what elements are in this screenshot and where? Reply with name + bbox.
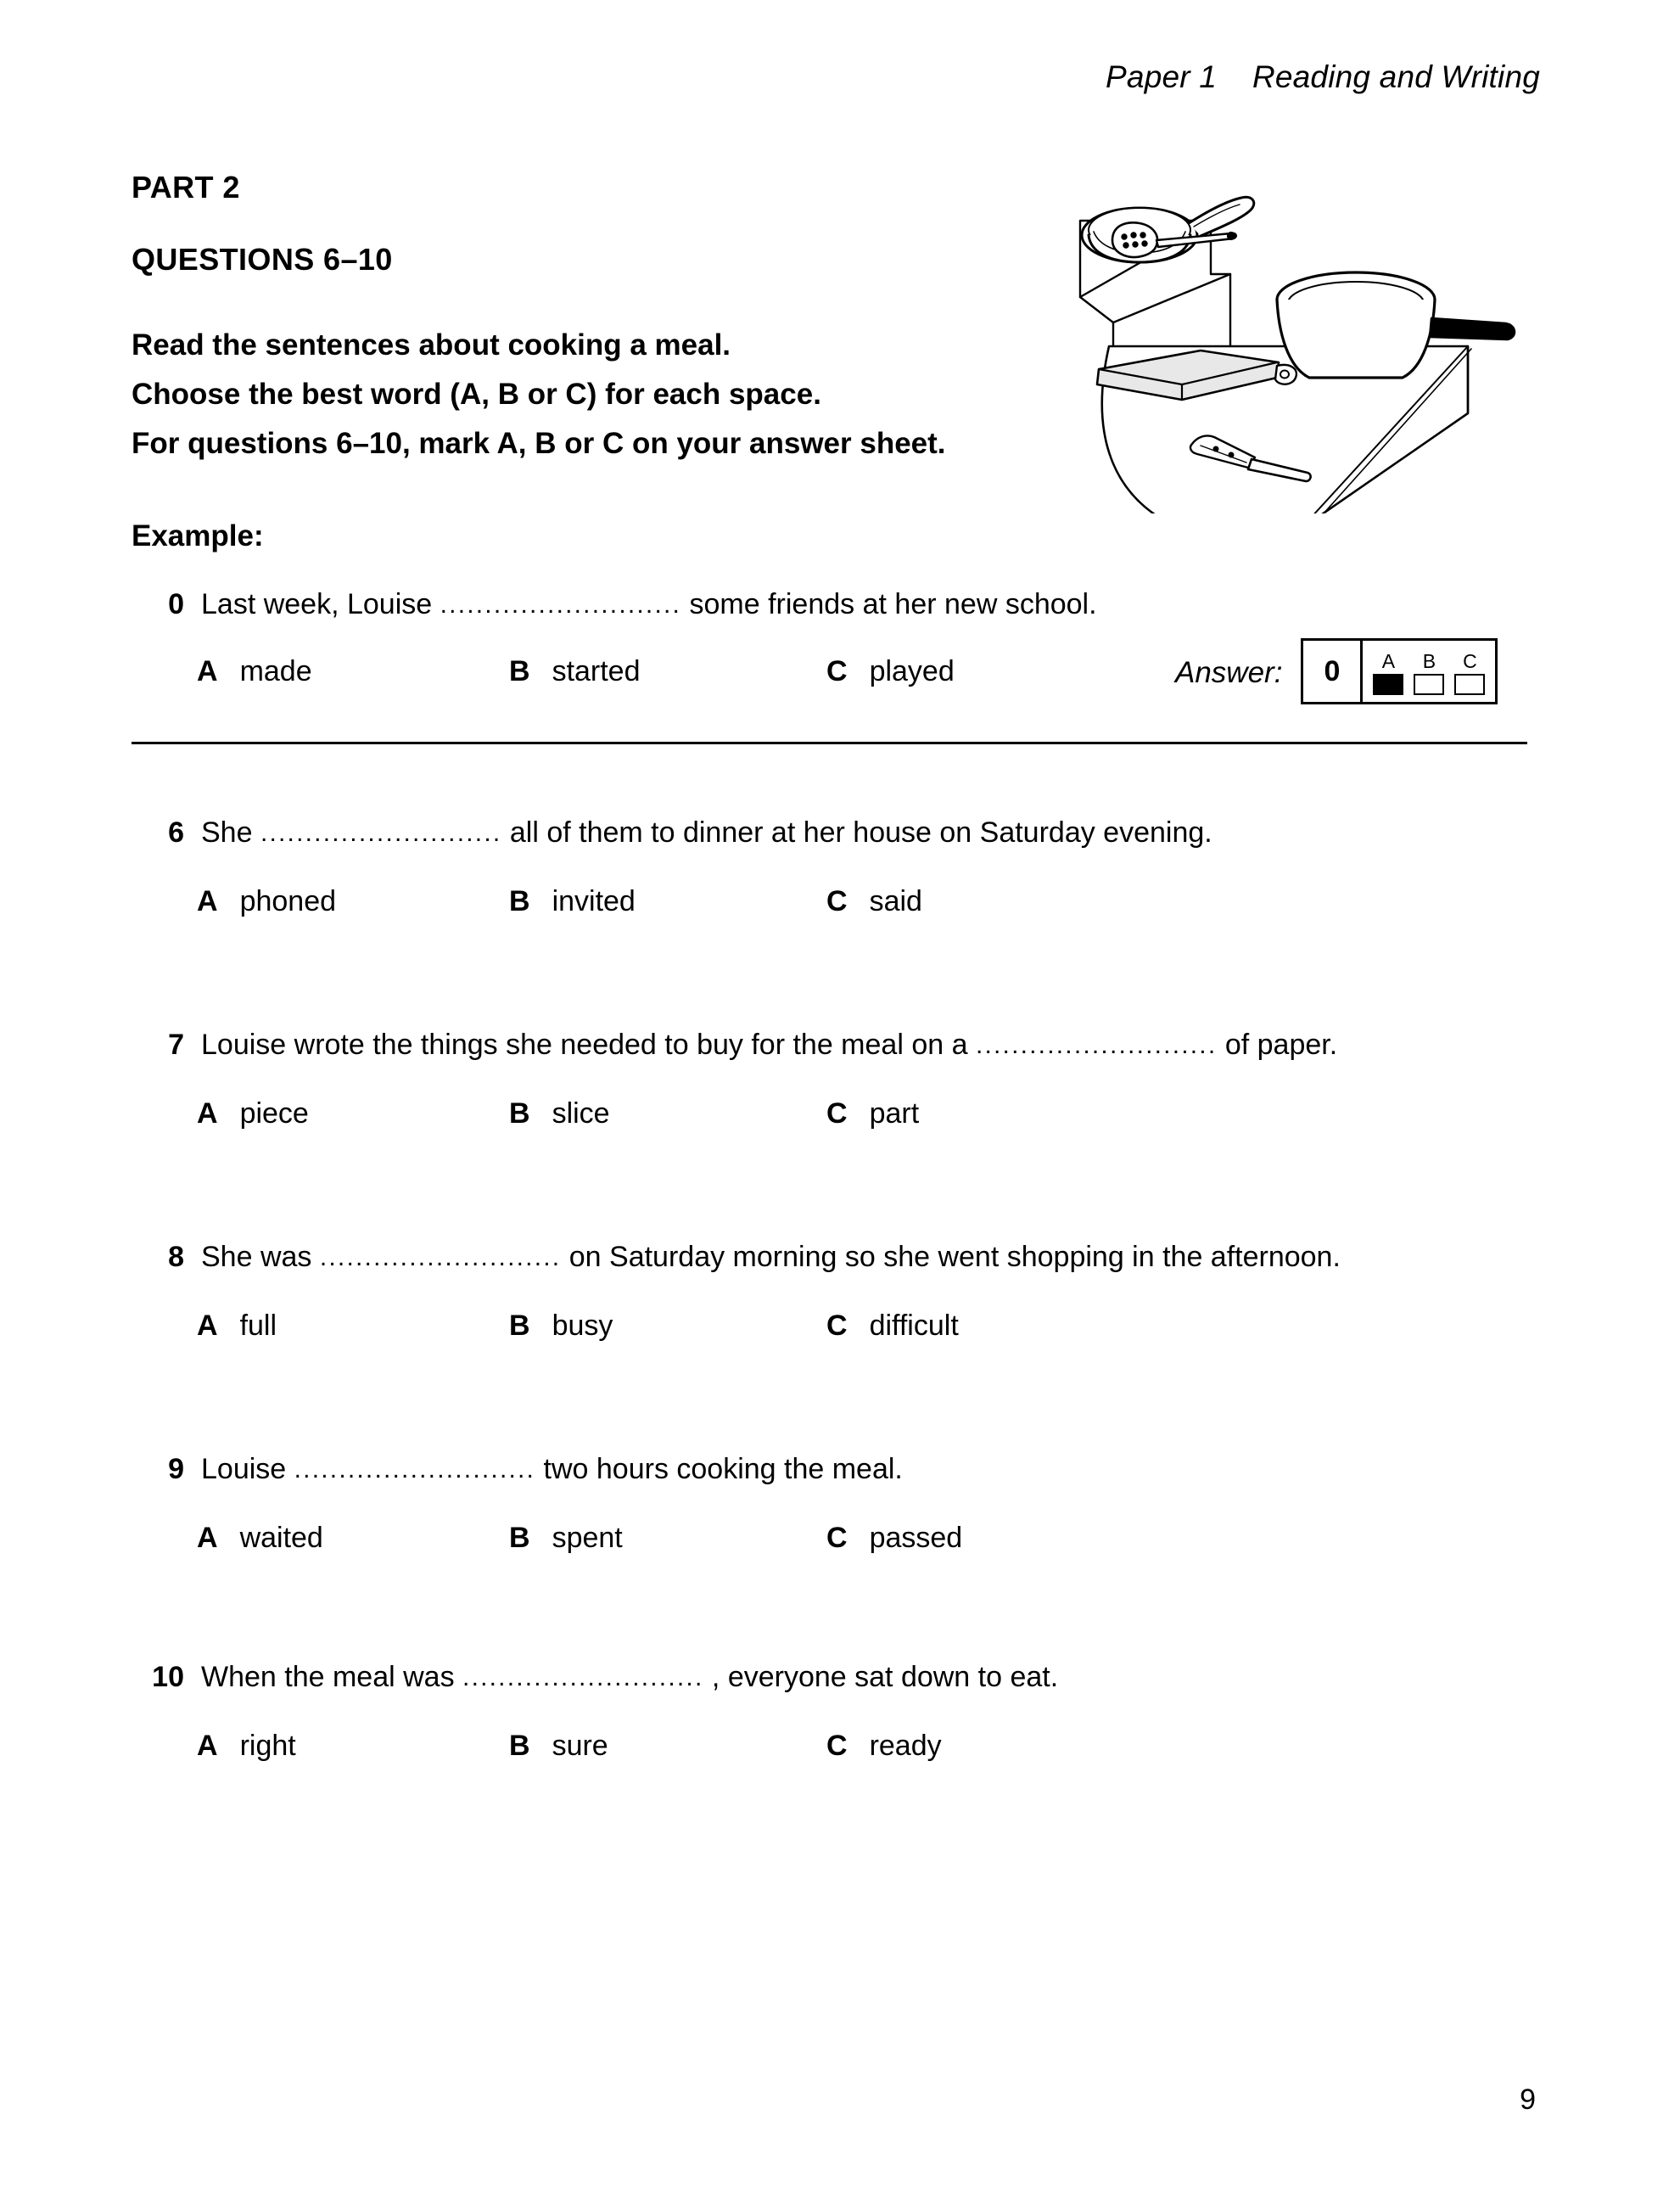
- question-10-text-after: , everyone sat down to eat.: [703, 1661, 1059, 1693]
- question-6-option-a-letter: A: [197, 885, 218, 917]
- question-10-option-b-word: sure: [552, 1730, 608, 1762]
- question-8-option-c-letter: C: [826, 1310, 848, 1342]
- question-9-option-a[interactable]: [197, 1522, 323, 1555]
- answer-bubble-a-box[interactable]: [1373, 674, 1403, 695]
- page-number: 9: [1520, 2084, 1536, 2116]
- question-8-option-b[interactable]: [509, 1310, 613, 1343]
- answer-bubble-a-letter: A: [1381, 650, 1396, 672]
- question-8-text: [201, 1241, 1341, 1274]
- example-question-line: [132, 588, 1097, 621]
- question-7-option-a-word: piece: [239, 1097, 309, 1130]
- example-option-c-letter: C: [826, 655, 848, 687]
- question-8-option-a[interactable]: [197, 1310, 277, 1343]
- example-option-b-letter: B: [509, 655, 530, 687]
- question-10-option-c[interactable]: [826, 1730, 942, 1763]
- question-8-option-a-word: full: [239, 1310, 277, 1342]
- example-option-b[interactable]: [509, 655, 641, 688]
- question-6-option-b[interactable]: [509, 885, 636, 918]
- answer-bubble-b-letter: B: [1422, 650, 1436, 672]
- question-9-text-after: two hours cooking the meal.: [535, 1453, 903, 1485]
- example-option-b-word: started: [552, 655, 641, 687]
- example-label: Example:: [132, 519, 264, 552]
- question-8-option-b-word: busy: [552, 1310, 613, 1342]
- answer-bubble-a[interactable]: [1373, 651, 1403, 695]
- example-option-c-word: played: [869, 655, 955, 687]
- example-option-c[interactable]: [826, 655, 955, 688]
- question-8-text-after: on Saturday morning so she went shopping in the afternoon.: [561, 1241, 1341, 1273]
- question-10-option-b-letter: B: [509, 1730, 530, 1762]
- question-8-text-before: She was: [201, 1241, 320, 1273]
- running-header: Paper 1 Reading and Writing: [1106, 59, 1540, 94]
- question-6-gap: ...........................: [260, 819, 502, 847]
- example-answer-key: [1175, 638, 1498, 704]
- question-10-option-a-letter: A: [197, 1730, 218, 1762]
- question-6-text-before: She: [201, 816, 260, 849]
- question-7-option-a[interactable]: [197, 1097, 309, 1130]
- answer-bubble-c-box[interactable]: [1454, 674, 1485, 695]
- answer-bubble-c[interactable]: [1454, 651, 1485, 695]
- answer-box: [1301, 638, 1498, 704]
- question-10-option-a-word: right: [239, 1730, 296, 1762]
- example-gap: ...........................: [440, 591, 682, 619]
- question-6-option-a[interactable]: [197, 885, 336, 918]
- instruction-line-1: Read the sentences about cooking a meal.: [132, 328, 731, 362]
- question-7-option-b-letter: B: [509, 1097, 530, 1130]
- question-6-option-a-word: phoned: [239, 885, 337, 917]
- question-6-option-c[interactable]: [826, 885, 922, 918]
- question-8-number: 8: [168, 1241, 184, 1273]
- question-6-text: [201, 816, 1212, 850]
- question-6-option-b-letter: B: [509, 885, 530, 917]
- questions-range-title: QUESTIONS 6–10: [132, 242, 393, 277]
- answer-box-number: 0: [1303, 641, 1363, 702]
- question-9-option-a-word: waited: [239, 1522, 323, 1554]
- example-option-a-letter: A: [197, 655, 218, 687]
- question-7-option-c[interactable]: [826, 1097, 919, 1130]
- question-7-gap: ...........................: [975, 1031, 1218, 1059]
- question-10-text-before: When the meal was: [201, 1661, 463, 1693]
- question-9-number: 9: [168, 1453, 184, 1485]
- question-9-option-b[interactable]: [509, 1522, 623, 1555]
- question-6-option-c-letter: C: [826, 885, 848, 917]
- question-7-option-b-word: slice: [552, 1097, 610, 1130]
- question-9-option-c[interactable]: [826, 1522, 962, 1555]
- answer-label: Answer:: [1175, 656, 1283, 689]
- question-7-text-after: of paper.: [1217, 1029, 1338, 1061]
- question-9-text-before: Louise: [201, 1453, 294, 1485]
- question-9-option-c-word: passed: [869, 1522, 963, 1554]
- instruction-line-3: For questions 6–10, mark A, B or C on your answer sheet.: [132, 427, 946, 460]
- question-7-text-before: Louise wrote the things she needed to buy for the meal on a: [201, 1029, 976, 1061]
- question-7-number: 7: [168, 1029, 184, 1061]
- question-10-gap: ...........................: [462, 1663, 704, 1691]
- question-6-text-after: all of them to dinner at her house on Saturday evening.: [501, 816, 1212, 849]
- question-8-gap: ...........................: [319, 1243, 562, 1271]
- example-text-after: some friends at her new school.: [681, 588, 1097, 620]
- question-9-option-c-letter: C: [826, 1522, 848, 1554]
- example-number: 0: [168, 588, 184, 620]
- question-10-option-a[interactable]: [197, 1730, 296, 1763]
- example-option-a[interactable]: [197, 655, 312, 688]
- question-10-option-c-letter: C: [826, 1730, 848, 1762]
- example-text: [201, 588, 1097, 621]
- question-9-text: [201, 1453, 903, 1486]
- question-8-option-c-word: difficult: [869, 1310, 959, 1342]
- question-9-option-b-letter: B: [509, 1522, 530, 1554]
- question-7-option-c-word: part: [869, 1097, 920, 1130]
- section-divider: [132, 742, 1527, 744]
- question-7-text: [201, 1029, 1337, 1062]
- question-line-10: [132, 1661, 1058, 1694]
- answer-box-bubbles: [1363, 641, 1495, 702]
- instructions-block: [132, 321, 946, 468]
- question-6-option-c-word: said: [869, 885, 922, 917]
- instruction-line-2: Choose the best word (A, B or C) for each space.: [132, 378, 821, 411]
- question-8-option-c[interactable]: [826, 1310, 959, 1343]
- answer-bubble-b-box[interactable]: [1414, 674, 1444, 695]
- example-text-before: Last week, Louise: [201, 588, 440, 620]
- question-10-option-b[interactable]: [509, 1730, 608, 1763]
- question-9-gap: ...........................: [294, 1455, 536, 1484]
- question-10-option-c-word: ready: [869, 1730, 942, 1762]
- question-6-option-b-word: invited: [552, 885, 636, 917]
- kitchen-utensils-illustration: [1065, 174, 1540, 513]
- question-line-7: [132, 1029, 1337, 1062]
- answer-bubble-c-letter: C: [1463, 650, 1477, 672]
- part-title: PART 2: [132, 170, 240, 205]
- question-9-option-b-word: spent: [552, 1522, 623, 1554]
- question-7-option-c-letter: C: [826, 1097, 848, 1130]
- question-10-number: 10: [152, 1661, 184, 1693]
- question-8-option-b-letter: B: [509, 1310, 530, 1342]
- question-10-text: [201, 1661, 1058, 1694]
- question-8-option-a-letter: A: [197, 1310, 218, 1342]
- example-option-a-word: made: [239, 655, 312, 687]
- question-7-option-b[interactable]: [509, 1097, 610, 1130]
- question-line-8: [132, 1241, 1341, 1274]
- question-6-number: 6: [168, 816, 184, 849]
- answer-bubble-b[interactable]: [1414, 651, 1444, 695]
- question-7-option-a-letter: A: [197, 1097, 218, 1130]
- question-line-9: [132, 1453, 903, 1486]
- question-9-option-a-letter: A: [197, 1522, 218, 1554]
- question-line-6: [132, 816, 1212, 850]
